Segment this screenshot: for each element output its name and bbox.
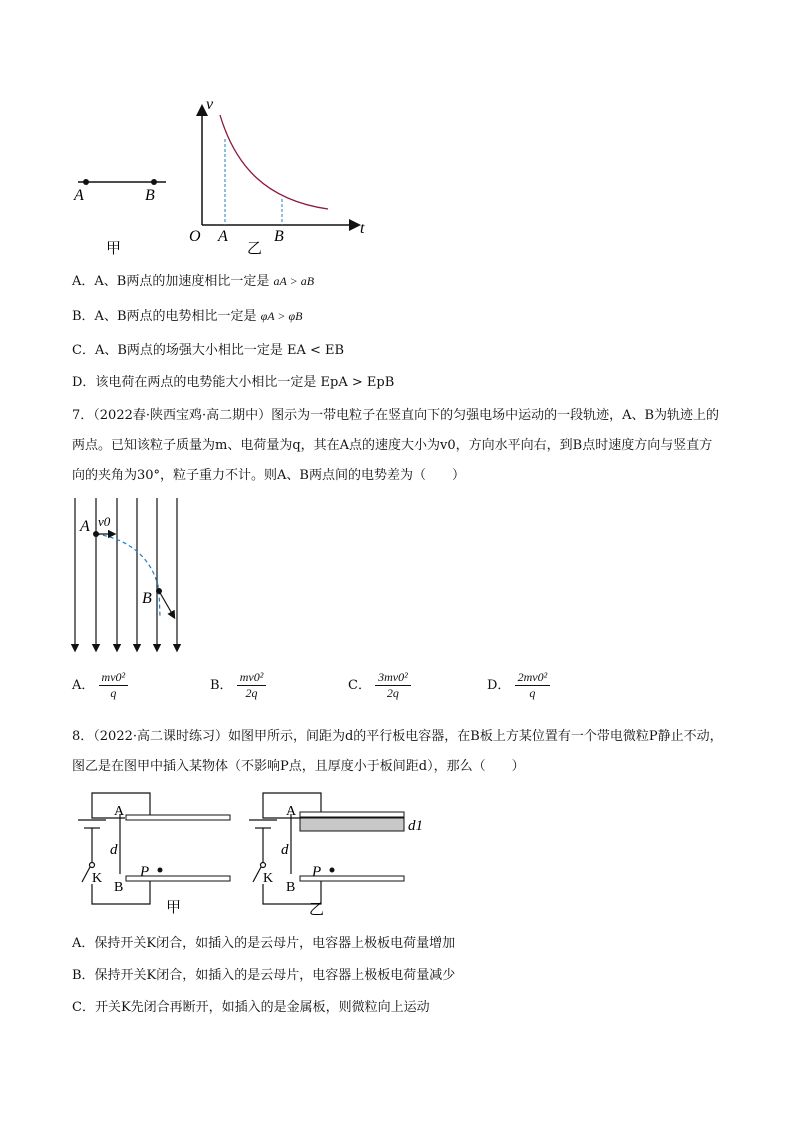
q7-stem: 7．（2022春·陕西宝鸡·高二期中）图示为一带电粒子在竖直向下的匀强电场中运动的一段轨迹，A、B为轨迹上的两点。已知该粒子质量为m、电荷量为q，其在A点的速度大小为v0，方向水平向右，到B点时速度方向与竖直方向的夹角为30°，粒子重力不计。则A、B两点间的电势差为（ ） <box>72 408 720 483</box>
q6-option-d: D．该电荷在两点的电势能大小相比一定是 EpA > EpB <box>72 375 395 390</box>
label-a: A <box>74 187 84 204</box>
cap-yi-d1: d1 <box>408 818 423 834</box>
cap-jia-b: B <box>114 880 124 895</box>
q6-option-b: B．A、B两点的电势相比一定是 φA > φB <box>72 309 303 324</box>
label-yi: 乙 <box>247 241 263 255</box>
cap-yi-a: A <box>286 804 297 819</box>
cap-yi-d: d <box>281 842 289 858</box>
q8-stem: 8．（2022·高二课时练习）如图甲所示，间距为d的平行板电容器，在B板上方某位置有一个带电微粒P静止不动，图乙是在图甲中插入某物体（不影响P点，且厚度小于板间距d），那么（ ） <box>72 729 723 774</box>
cap-yi-label: 乙 <box>309 902 325 918</box>
tick-b-label: B <box>274 228 284 245</box>
q7-choice-d: D． $\frac{\text{2mv0²}}{q}$ <box>487 670 550 701</box>
cap-yi-b: B <box>286 880 296 895</box>
q6-b-math: φA > φB <box>260 309 303 323</box>
cap-jia-p: P <box>140 864 150 880</box>
figure-vt-graph <box>185 95 385 255</box>
label-jia: 甲 <box>106 241 122 257</box>
cap-jia-k: K <box>92 871 103 886</box>
fig7-label-v0: v0 <box>98 514 111 529</box>
cap-jia-label: 甲 <box>166 900 182 916</box>
fig7-label-b: B <box>142 590 152 607</box>
q7-choice-a: A． $\frac{\text{mv0²}}{q}$ <box>72 670 128 701</box>
figure-line-ab <box>70 165 180 260</box>
axis-v-label: v <box>206 96 214 113</box>
figure-capacitor-yi <box>245 790 430 920</box>
figure-field-trajectory <box>70 495 195 660</box>
q8-option-a: A．保持开关K闭合，如插入的是云母片，电容器上极板电荷量增加 <box>72 936 456 951</box>
figure-capacitor-jia <box>70 790 240 920</box>
q6-option-a: A．A、B两点的加速度相比一定是 aA > aB <box>72 274 315 289</box>
axis-t-label: t <box>360 220 365 237</box>
fig7-label-a: A <box>80 518 90 535</box>
q7-choice-c: C． $\frac{\text{3mv0²}}{2q}$ <box>348 670 411 701</box>
q7-choice-b: B． $\frac{\text{mv0²}}{2q}$ <box>210 670 266 701</box>
origin-label: O <box>189 228 201 245</box>
label-b: B <box>145 187 155 204</box>
cap-jia-d: d <box>110 842 118 858</box>
vt-curve <box>220 115 328 209</box>
q6-option-c: C．A、B两点的场强大小相比一定是 EA < EB <box>72 343 345 358</box>
q8-option-b: B．保持开关K闭合，如插入的是云母片，电容器上极板电荷量减少 <box>72 968 456 983</box>
cap-yi-k: K <box>263 871 274 886</box>
q6-a-math: aA > aB <box>273 274 315 288</box>
q8-option-c: C．开关K先闭合再断开，如插入的是金属板，则微粒向上运动 <box>72 1000 430 1015</box>
cap-yi-p: P <box>312 864 322 880</box>
tick-a-label: A <box>218 228 228 245</box>
cap-jia-a: A <box>114 804 125 819</box>
